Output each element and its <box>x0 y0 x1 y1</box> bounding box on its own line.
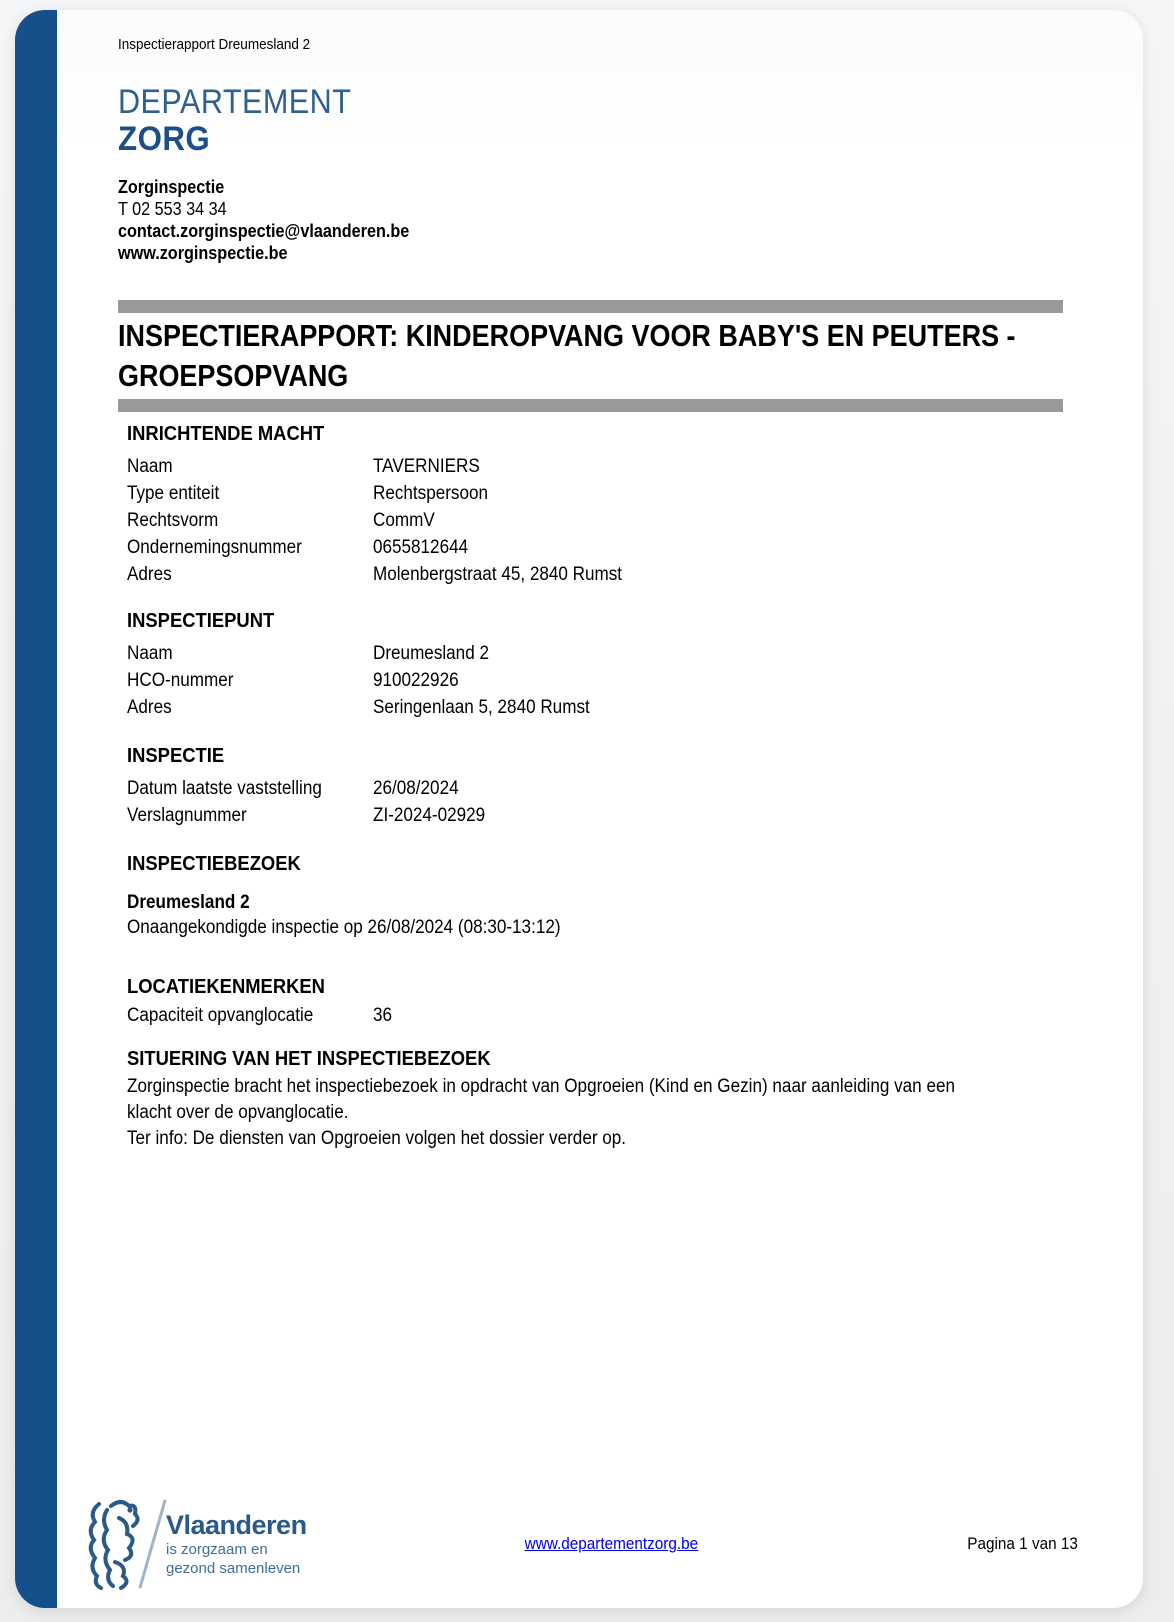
row-value: Rechtspersoon <box>373 483 489 504</box>
row-value: Seringenlaan 5, 2840 Rumst <box>373 697 590 718</box>
table-row <box>127 480 1063 507</box>
row-label: Adres <box>127 697 172 718</box>
contact-org: Zorginspectie <box>118 177 225 197</box>
row-value: 910022926 <box>373 670 459 691</box>
logo-name: Vlaanderen <box>166 1510 307 1540</box>
section-heading: INRICHTENDE MACHT <box>127 423 325 445</box>
title-top-bar <box>118 300 1063 313</box>
logo-text <box>166 1510 307 1578</box>
row-label: Capaciteit opvanglocatie <box>127 1005 314 1026</box>
page-footer <box>85 1492 1078 1596</box>
logo-tagline-line2: gezond samenleven <box>166 1560 301 1577</box>
section-heading: INSPECTIE <box>127 745 225 767</box>
section-heading: LOCATIEKENMERKEN <box>127 976 325 998</box>
row-label: Datum laatste vaststelling <box>127 778 322 799</box>
table-row <box>127 640 1063 667</box>
row-label: Naam <box>127 456 173 477</box>
document-header-text: Inspectierapport Dreumesland 2 <box>118 36 311 53</box>
section-locatiekenmerken <box>118 976 1063 1029</box>
table-row <box>127 802 1063 829</box>
contact-block <box>118 176 1063 264</box>
visit-detail-line: Onaangekondigde inspectie op 26/08/2024 (08:30-13:12) <box>127 917 561 938</box>
table-row <box>127 534 1063 561</box>
section-inrichtende-macht <box>118 423 1063 588</box>
section-heading: INSPECTIEPUNT <box>127 610 275 632</box>
row-label: Type entiteit <box>127 483 220 504</box>
report-page <box>15 10 1143 1608</box>
vlaanderen-logo <box>85 1496 345 1592</box>
visit-location-name: Dreumesland 2 <box>127 892 250 913</box>
brand-line-zorg: ZORG <box>118 120 211 158</box>
report-title <box>118 316 1063 396</box>
table-row <box>127 507 1063 534</box>
title-bottom-bar <box>118 399 1063 412</box>
vlaanderen-lion-icon <box>85 1496 143 1592</box>
row-label: Adres <box>127 564 172 585</box>
row-value: Molenbergstraat 45, 2840 Rumst <box>373 564 623 585</box>
situering-paragraph <box>127 1074 1063 1152</box>
row-value: Dreumesland 2 <box>373 643 489 664</box>
report-title-block <box>118 300 1063 412</box>
row-value: 0655812644 <box>373 537 469 558</box>
table-row <box>127 453 1063 480</box>
document-header <box>118 10 1063 54</box>
row-label: Rechtsvorm <box>127 510 219 531</box>
section-heading: INSPECTIEBEZOEK <box>127 853 301 875</box>
report-title-line2: GROEPSOPVANG <box>118 358 349 393</box>
table-row <box>127 561 1063 588</box>
row-label: Verslagnummer <box>127 805 247 826</box>
row-label: HCO-nummer <box>127 670 234 691</box>
paragraph-line: Zorginspectie bracht het inspectiebezoek in opdracht van Opgroeien (Kind en Gezin) naar aanleiding van een <box>127 1076 955 1097</box>
brand-line-departement: DEPARTEMENT <box>118 83 352 121</box>
footer-link-container <box>345 1534 878 1554</box>
row-value: CommV <box>373 510 435 531</box>
row-value: 36 <box>373 1005 393 1026</box>
table-row <box>127 1002 1063 1029</box>
contact-email: contact.zorginspectie@vlaanderen.be <box>118 221 410 241</box>
section-inspectiepunt <box>118 610 1063 721</box>
logo-tagline-line1: is zorgzaam en <box>166 1541 268 1558</box>
contact-phone: T 02 553 34 34 <box>118 199 227 219</box>
section-heading: SITUERING VAN HET INSPECTIEBEZOEK <box>127 1048 491 1070</box>
section-inspectie <box>118 745 1063 829</box>
row-value: 26/08/2024 <box>373 778 459 799</box>
contact-website: www.zorginspectie.be <box>118 243 288 263</box>
page-number-text: Pagina 1 van 13 <box>967 1534 1078 1553</box>
row-value: ZI-2024-02929 <box>373 805 486 826</box>
page-number <box>878 1534 1078 1554</box>
row-label: Ondernemingsnummer <box>127 537 302 558</box>
table-row <box>127 667 1063 694</box>
paragraph-line: Ter info: De diensten van Opgroeien volgen het dossier verder op. <box>127 1128 627 1149</box>
table-row <box>127 694 1063 721</box>
blue-spine-bar <box>15 10 57 1608</box>
departement-zorg-logo <box>118 84 1063 158</box>
row-value: TAVERNIERS <box>373 456 480 477</box>
section-inspectiebezoek <box>118 853 1063 941</box>
row-label: Naam <box>127 643 173 664</box>
report-title-line1: INSPECTIERAPPORT: KINDEROPVANG VOOR BABY'S EN PEUTERS - <box>118 318 1016 353</box>
footer-website-link[interactable]: www.departementzorg.be <box>524 1534 699 1553</box>
paragraph-line: klacht over de opvanglocatie. <box>127 1102 349 1123</box>
table-row <box>127 775 1063 802</box>
section-situering <box>118 1048 1063 1152</box>
